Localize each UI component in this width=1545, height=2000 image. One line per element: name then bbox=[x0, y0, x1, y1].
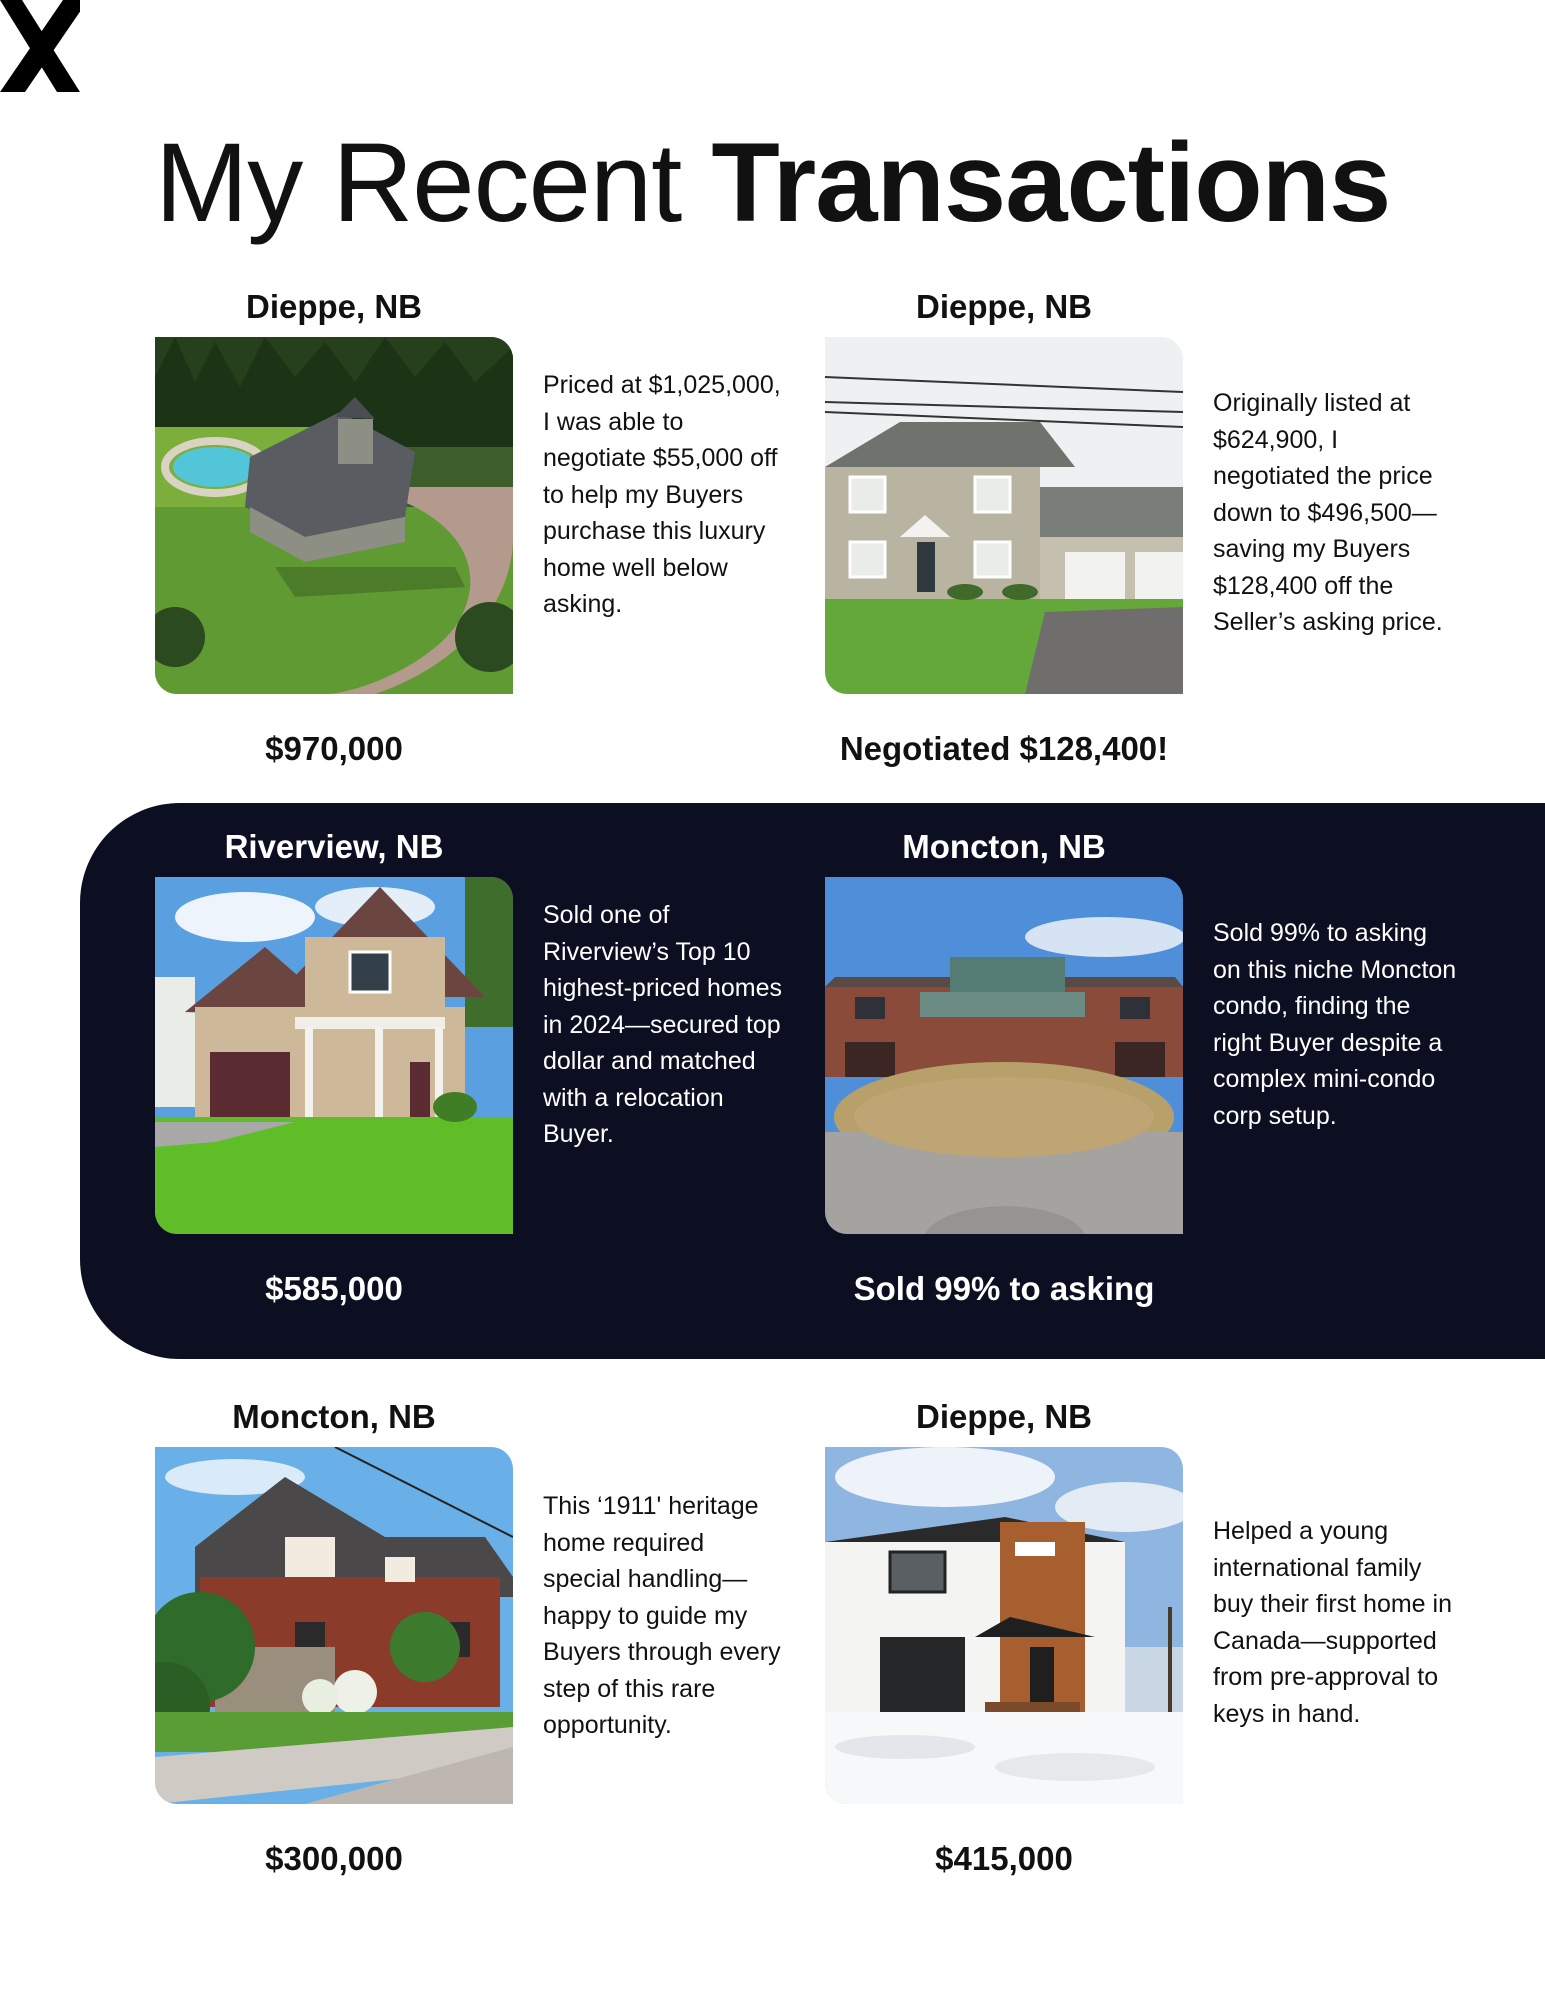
page-title-bold: Transactions bbox=[711, 120, 1391, 245]
transaction-description: This ‘1911' heritage home required special handling—happy to guide my Buyers through every step of this rare opportunity. bbox=[543, 1492, 781, 1739]
two-storey-house-photo bbox=[825, 337, 1183, 694]
heritage-house-photo bbox=[155, 1447, 513, 1804]
transaction-price: $585,000 bbox=[265, 1270, 403, 1307]
page-title-light: My Recent bbox=[155, 120, 712, 245]
transaction-price: $970,000 bbox=[265, 730, 403, 767]
brick-condo-photo bbox=[825, 877, 1183, 1234]
transaction-location: Moncton, NB bbox=[232, 1398, 436, 1435]
transaction-description: Helped a young international family buy their first home in Canada—supported from pre-approval to keys in hand. bbox=[1213, 1517, 1452, 1728]
transaction-card bbox=[155, 1395, 855, 1877]
transaction-price: Negotiated $128,400! bbox=[839, 730, 1169, 767]
transaction-description: Sold 99% to asking on this niche Moncton condo, finding the right Buyer despite a complex mini-condo corp setup. bbox=[1213, 919, 1457, 1130]
tan-house-photo bbox=[155, 877, 513, 1234]
transaction-price: Sold 99% to asking bbox=[853, 1270, 1155, 1307]
transaction-description: Sold one of Riverview’s Top 10 highest-priced homes in 2024—secured top dollar and matched with a relocation Buyer. bbox=[543, 901, 783, 1148]
transaction-location: Dieppe, NB bbox=[915, 1398, 1093, 1435]
transaction-location: Dieppe, NB bbox=[915, 288, 1093, 325]
transaction-location: Riverview, NB bbox=[224, 828, 444, 865]
transaction-card bbox=[155, 285, 855, 767]
page-title bbox=[155, 118, 1455, 248]
transaction-card bbox=[825, 285, 1525, 767]
transaction-price: $415,000 bbox=[935, 1840, 1073, 1877]
transaction-card bbox=[155, 825, 855, 1307]
transaction-location: Dieppe, NB bbox=[245, 288, 423, 325]
luxury-house-aerial-photo bbox=[155, 337, 513, 694]
new-build-house-snow-photo bbox=[825, 1447, 1183, 1804]
transaction-description: Priced at $1,025,000, I was able to negotiate $55,000 off to help my Buyers purchase this luxury home well below asking. bbox=[543, 371, 781, 618]
transaction-card bbox=[825, 825, 1525, 1307]
transaction-location: Moncton, NB bbox=[902, 828, 1106, 865]
transaction-description: Originally listed at $624,900, I negotiated the price down to $496,500—saving my Buyers $128,400 off the Seller’s asking price. bbox=[1213, 389, 1443, 636]
transaction-price: $300,000 bbox=[265, 1840, 403, 1877]
transaction-card bbox=[825, 1395, 1525, 1877]
x-logo-icon bbox=[0, 0, 80, 92]
